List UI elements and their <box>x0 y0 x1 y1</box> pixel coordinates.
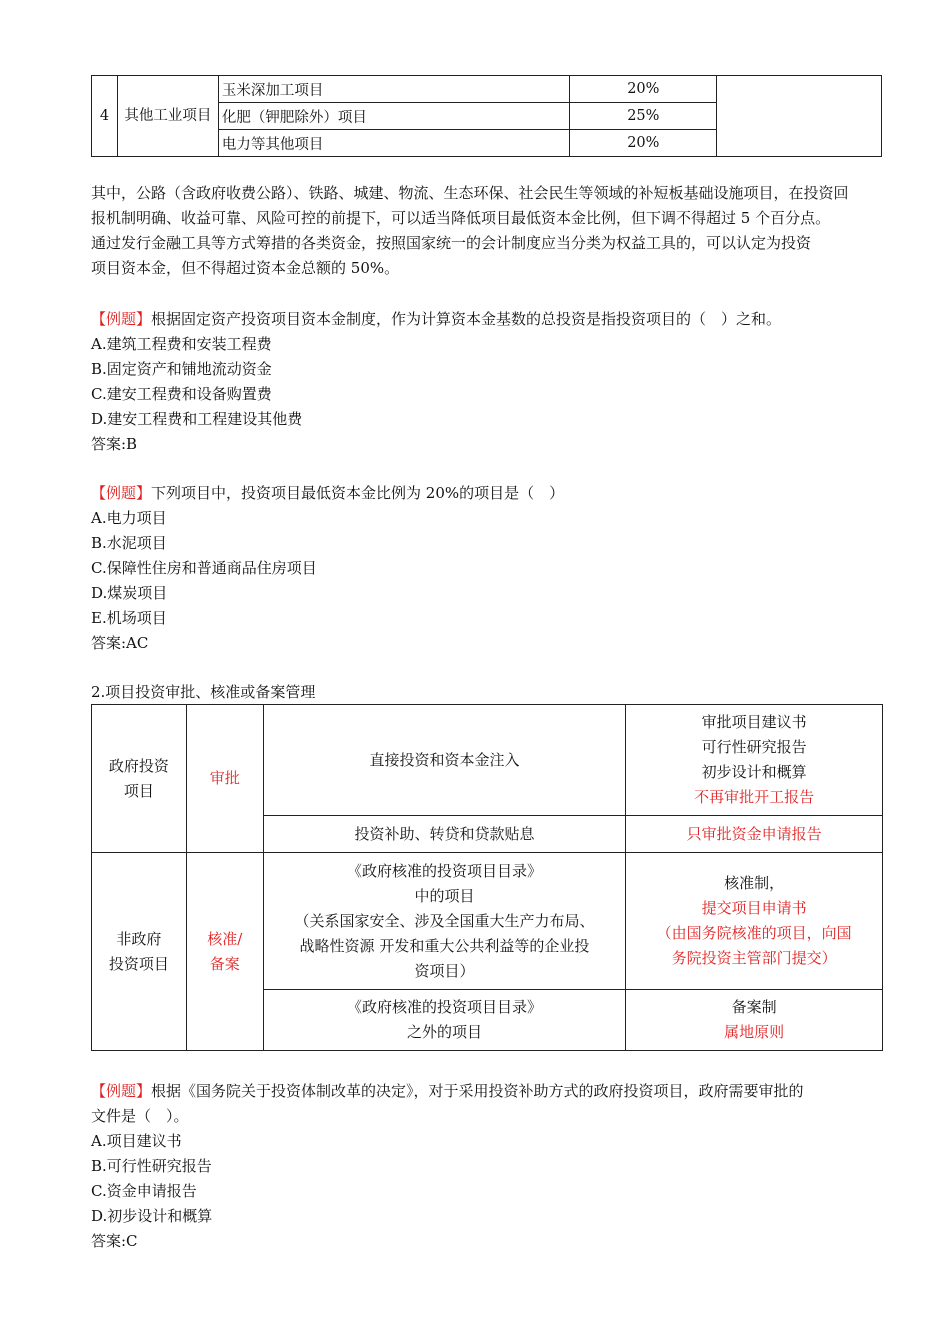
option: B.可行性研究报告 <box>91 1157 212 1175</box>
nongov-row2-desc <box>263 990 626 1051</box>
nongov-label: 投资项目 <box>108 954 169 973</box>
example-tag: 【例题】 <box>91 310 152 328</box>
example-1 <box>91 307 886 457</box>
question <box>91 481 886 506</box>
item-cell: 玉米深加工项目 <box>218 76 570 103</box>
option: D.建安工程费和工程建设其他费 <box>91 410 303 428</box>
example-tag: 【例题】 <box>91 1082 152 1100</box>
desc-line: 战略性资源 开发和重大公共利益等的企业投 <box>299 936 590 955</box>
nongov-row2-docs <box>626 990 883 1051</box>
paragraph-line: 报机制明确、收益可靠、风险可控的前提下，可以适当降低项目最低资本金比例，但下调不得超过 5 个百分点。 <box>91 209 831 227</box>
doc-line: 审批项目建议书 <box>701 713 807 731</box>
desc-line: （关系国家安全、涉及全国重大生产力布局、 <box>294 911 595 930</box>
doc-line: 提交项目申请书 <box>701 899 807 917</box>
question <box>91 1079 886 1104</box>
question-text: 根据《国务院关于投资体制改革的决定》，对于采用投资补助方式的政府投资项目，政府需要审批的 <box>151 1082 804 1100</box>
desc-line: 《政府核准的投资项目目录》 <box>346 861 542 880</box>
option: A.项目建议书 <box>91 1132 182 1150</box>
nongov-mode: 核准/ <box>207 929 243 948</box>
gov-row2-desc: 投资补助、转贷和贷款贴息 <box>263 816 626 853</box>
section-title-text: 2.项目投资审批、核准或备案管理 <box>91 683 316 701</box>
ratio-cell: 20% <box>570 76 717 103</box>
section-title <box>91 680 886 705</box>
option: B.水泥项目 <box>91 534 167 552</box>
option: D.初步设计和概算 <box>91 1207 213 1225</box>
mode-line: 核准制， <box>724 874 785 892</box>
nongov-category-cell <box>92 853 187 1051</box>
nongov-mode-cell <box>186 853 263 1051</box>
desc-line: 中的项目 <box>414 886 475 905</box>
nongov-label: 非政府 <box>116 929 162 948</box>
item-cell: 化肥（钾肥除外）项目 <box>218 103 570 130</box>
nongov-row1-desc <box>263 853 626 990</box>
gov-label: 政府投资 <box>108 756 169 775</box>
option: C.保障性住房和普通商品住房项目 <box>91 559 317 577</box>
gov-row1-desc: 直接投资和资本金注入 <box>263 705 626 816</box>
desc-line: 《政府核准的投资项目目录》 <box>346 998 542 1016</box>
option: E.机场项目 <box>91 609 167 627</box>
doc-line: 初步设计和概算 <box>701 763 807 781</box>
row-number: 4 <box>92 76 118 157</box>
item-cell: 电力等其他项目 <box>218 130 570 157</box>
example-tag: 【例题】 <box>91 484 152 502</box>
paragraph-line: 通过发行金融工具等方式筹措的各类资金，按照国家统一的会计制度应当分类为权益工具的，可以认定为投资 <box>91 234 812 252</box>
gov-label: 项目 <box>123 781 154 800</box>
gov-row2-docs: 只审批资金申请报告 <box>626 816 883 853</box>
gov-mode-cell: 审批 <box>186 705 263 853</box>
answer: 答案:AC <box>91 634 149 652</box>
doc-line: 可行性研究报告 <box>701 738 807 756</box>
gov-row1-docs <box>626 705 883 816</box>
doc-line: 属地原则 <box>724 1023 785 1041</box>
paragraph-line: 其中，公路（含政府收费公路）、铁路、城建、物流、生态环保、社会民生等领域的补短板基础设施项目，在投资回 <box>91 184 849 202</box>
example-3 <box>91 1079 886 1254</box>
mode-line: 备案制 <box>731 998 777 1016</box>
option: D.煤炭项目 <box>91 584 168 602</box>
answer: 答案:B <box>91 435 138 453</box>
paragraph-line: 项目资本金，但不得超过资本金总额的 50%。 <box>91 259 400 277</box>
option: A.电力项目 <box>91 509 167 527</box>
doc-line: （由国务院核准的项目，向国 <box>656 924 852 942</box>
nongov-row1-docs <box>626 853 883 990</box>
category-cell: 其他工业项目 <box>117 76 218 157</box>
empty-cell <box>717 76 882 157</box>
table-row <box>92 76 882 103</box>
question-cont: 文件是（ ）。 <box>91 1107 189 1125</box>
doc-line: 务院投资主管部门提交） <box>671 949 837 967</box>
nongov-mode: 备案 <box>209 954 240 973</box>
gov-category-cell <box>92 705 187 853</box>
answer: 答案:C <box>91 1232 138 1250</box>
ratio-cell: 20% <box>570 130 717 157</box>
question-text: 下列项目中，投资项目最低资本金比例为 20%的项目是（ ） <box>151 484 565 502</box>
question-text: 根据固定资产投资项目资本金制度，作为计算资本金基数的总投资是指投资项目的（ ）之和。 <box>151 310 782 328</box>
example-2 <box>91 481 886 656</box>
table-row <box>92 705 883 816</box>
doc-note: 不再审批开工报告 <box>694 788 815 806</box>
approval-table <box>91 704 883 1051</box>
option: C.建安工程费和设备购置费 <box>91 385 272 403</box>
explanation-paragraph <box>91 181 886 281</box>
option: B.固定资产和铺地流动资金 <box>91 360 272 378</box>
ratio-table <box>91 75 882 157</box>
table-row <box>92 853 883 990</box>
question <box>91 307 886 332</box>
desc-line: 之外的项目 <box>406 1023 482 1041</box>
desc-line: 资项目） <box>414 961 475 980</box>
option: A.建筑工程费和安装工程费 <box>91 335 272 353</box>
option: C.资金申请报告 <box>91 1182 197 1200</box>
ratio-cell: 25% <box>570 103 717 130</box>
